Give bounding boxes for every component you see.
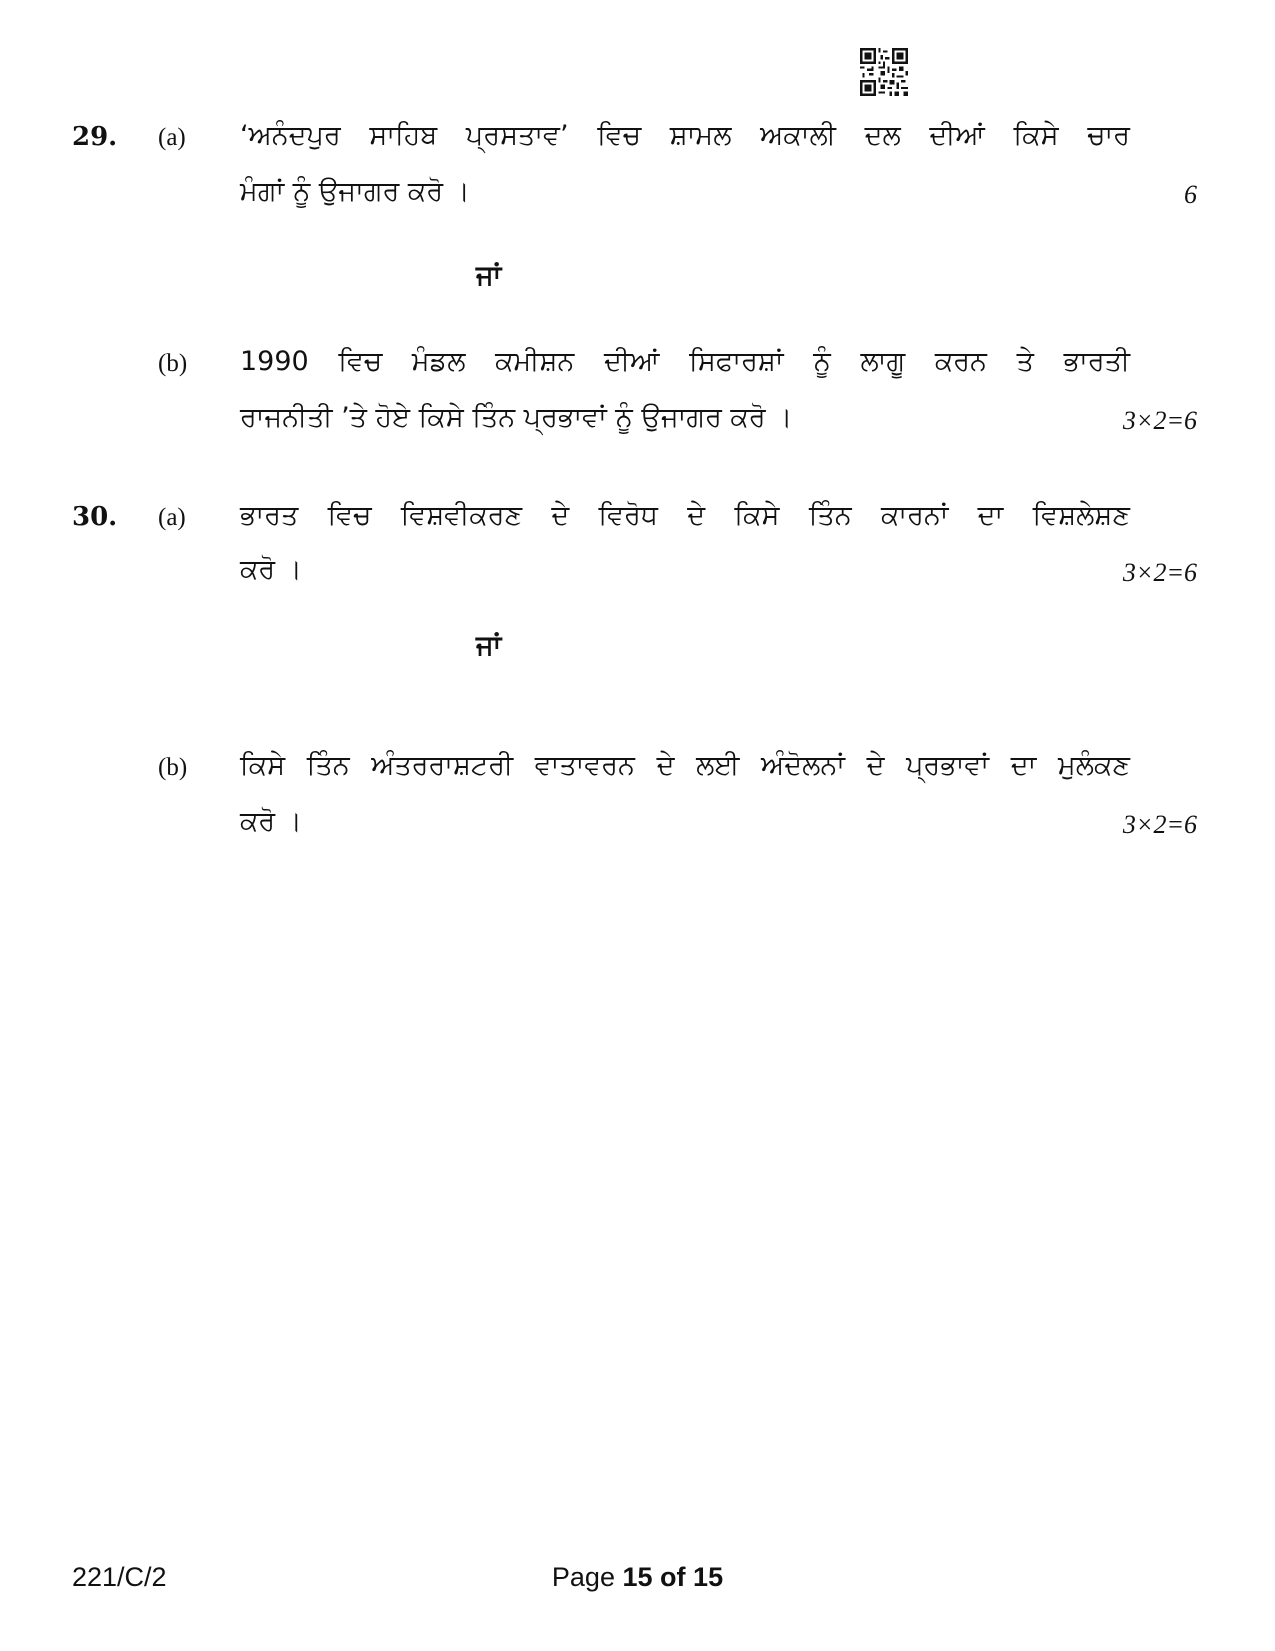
question-30a-text-line-2: ਕਰੋ । — [240, 554, 302, 585]
question-29-part-b-label: (b) — [158, 350, 188, 377]
question-30a-text-line-1: ਭਾਰਤ ਵਿਚ ਵਿਸ਼ਵੀਕਰਣ ਦੇ ਵਿਰੋਧ ਦੇ ਕਿਸੇ ਤਿੰਨ ਕਾਰਨਾਂ ਦਾ ਵਿਸ਼ਲੇਸ਼ਣ — [240, 500, 1130, 531]
question-30b-text-line-1: ਕਿਸੇ ਤਿੰਨ ਅੰਤਰਰਾਸ਼ਟਰੀ ਵਾਤਾਵਰਨ ਦੇ ਲਈ ਅੰਦੋਲਨਾਂ ਦੇ ਪ੍ਰਭਾਵਾਂ ਦਾ ਮੁਲੰਕਣ — [240, 750, 1130, 781]
question-30-part-b-label: (b) — [158, 754, 188, 781]
question-30-number: 30. — [72, 502, 118, 532]
page-prefix: Page — [551, 1562, 615, 1592]
question-29-part-a-label: (a) — [158, 124, 186, 151]
page-of: of — [660, 1562, 686, 1592]
paper-code: 221/C/2 — [72, 1562, 167, 1592]
qr-code-icon — [860, 48, 908, 96]
question-30b-marks: 3×2=6 — [1122, 810, 1197, 839]
question-30-part-a-label: (a) — [158, 504, 186, 531]
page-current: 15 — [622, 1562, 653, 1592]
question-29-or-label: ਜਾਂ — [476, 260, 502, 291]
question-29a-text-line-2: ਮੰਗਾਂ ਨੂੰ ਉਜਾਗਰ ਕਰੋ । — [240, 176, 470, 207]
question-30-or-label: ਜਾਂ — [476, 630, 502, 661]
question-30b-text-line-2: ਕਰੋ । — [240, 806, 302, 837]
question-29b-marks: 3×2=6 — [1122, 406, 1197, 435]
question-29a-marks: 6 — [1184, 180, 1197, 209]
question-29b-text-line-1: 1990 ਵਿਚ ਮੰਡਲ ਕਮੀਸ਼ਨ ਦੀਆਂ ਸਿਫਾਰਸ਼ਾਂ ਨੂੰ ਲਾਗੂ ਕਰਨ ਤੇ ਭਾਰਤੀ — [240, 346, 1130, 377]
question-30a-marks: 3×2=6 — [1122, 558, 1197, 587]
question-29-number: 29. — [72, 122, 118, 152]
page-number — [0, 1562, 1275, 1593]
page-total: 15 — [693, 1562, 724, 1592]
question-29a-text-line-1: ‘ਅਨੰਦਪੁਰ ਸਾਹਿਬ ਪ੍ਰਸਤਾਵ’ ਵਿਚ ਸ਼ਾਮਲ ਅਕਾਲੀ ਦਲ ਦੀਆਂ ਕਿਸੇ ਚਾਰ — [240, 120, 1130, 151]
question-29b-text-line-2: ਰਾਜਨੀਤੀ ’ਤੇ ਹੋਏ ਕਿਸੇ ਤਿੰਨ ਪ੍ਰਭਾਵਾਂ ਨੂੰ ਉਜਾਗਰ ਕਰੋ । — [240, 402, 793, 433]
